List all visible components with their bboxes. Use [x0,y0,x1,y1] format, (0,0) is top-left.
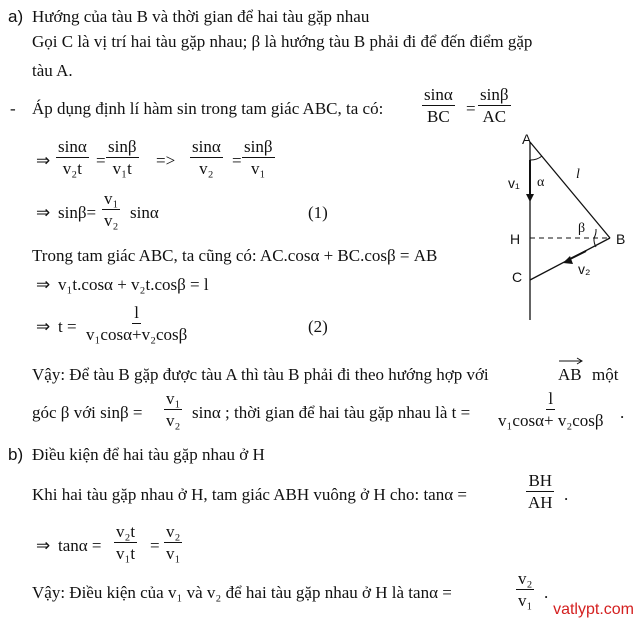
cos-step-arrow: ⇒ [36,275,51,294]
label-v2: v₂ [578,261,591,277]
conclusion-a-time-frac: $\frac{l}{\text{v₁cosα+ v₂cosβ}}$ [498,389,604,430]
part-b-conclusion-end: . [544,583,549,602]
part-a-label: a) [8,7,24,26]
time-arrow: ⇒ [36,317,51,336]
part-b-conclusion: Vậy: Điều kiện của v₁ và v₂ để hai tàu gặp nhau ở H là tanα = [32,583,452,602]
intro-line-2: tàu A. [32,61,73,80]
step1-frac-3: $\frac{\sin\alpha}{\text{v₂}}$ [192,137,221,178]
conclusion-a-mot: một [592,365,619,384]
step1-eq: = [96,151,106,170]
part-b-step-arrow: ⇒ [36,536,51,555]
conclusion-a-line-1: Vậy: Để tàu B gặp được tàu A thì tàu B phải đi theo hướng hợp với [32,365,489,384]
tan-end: . [564,485,569,504]
label-c: C [512,269,523,285]
conclusion-a-line-2: góc β với sinβ = [32,403,143,422]
step2-lhs: sinβ= [58,203,97,222]
label-beta: β [578,221,586,236]
label-l: l [576,167,580,182]
step2-rhs: sinα [130,203,159,222]
sine-rule-text: Áp dụng định lí hàm sin trong tam giác ABC, ta có: [32,99,384,118]
step2-arrow: ⇒ [36,203,51,222]
part-b-heading: Điều kiện để hai tàu gặp nhau ở H [32,445,265,464]
triangle-figure [490,120,630,320]
step1-frac-2: $\frac{\sin\beta}{\text{v₁t}}$ [108,137,137,178]
watermark: vatlypt.com [553,601,634,618]
sine-rule-left: $\frac{\sin\alpha}{BC}$ [424,85,453,126]
tan-frac: $\frac{BH}{AH}$ [528,471,553,512]
sine-rule-eq: = [466,99,476,118]
eq-number-2: (2) [308,317,328,336]
label-v1: v₁ [508,175,520,191]
angle-beta-arc [594,229,596,238]
conclusion-a-line-2b: sinα ; thời gian để hai tàu gặp nhau là t = [192,403,471,422]
step1-eq-2: = [232,151,242,170]
step1-frac-4: $\frac{\sin\beta}{\text{v₁}}$ [244,137,273,178]
conclusion-a-frac: $\frac{\text{v₁}}{\text{v₂}}$ [166,389,181,430]
label-alpha: α [537,175,545,190]
conclusion-a-end: . [620,403,625,422]
sine-rule-right: $\frac{\sin\beta}{AC}$ [480,85,509,126]
part-b-conclusion-frac: $\frac{\text{v₂}}{\text{v₁}}$ [518,569,533,610]
eq-number-1: (1) [308,203,328,222]
bullet: - [10,99,16,118]
part-b-label: b) [8,445,24,464]
vector-arrow-icon [558,357,584,365]
part-a-heading: Hướng của tàu B và thời gian để hai tàu gặp nhau [32,7,370,26]
cos-step-expr: v₁t.cosα + v₂t.cosβ = l [58,275,209,294]
label-b: B [616,231,626,247]
label-a: A [522,131,532,147]
step2-frac: $\frac{\text{v₁}}{\text{v₂}}$ [104,189,119,230]
part-b-text: Khi hai tàu gặp nhau ở H, tam giác ABH vuông ở H cho: tanα = [32,485,467,504]
intro-line-1: Gọi C là vị trí hai tàu gặp nhau; β là hướng tàu B phải đi để đến điểm gặp [32,32,533,51]
step1-arrow-2: => [156,151,176,170]
step1-arrow: ⇒ [36,151,51,170]
step1-frac-1: $\frac{\sin\alpha}{\text{v₂t}}$ [58,137,87,178]
time-lhs: t = [58,317,77,336]
v1-arrow-icon [526,194,534,202]
part-b-frac-2: $\frac{\text{v₂}}{\text{v₁}}$ [166,522,181,563]
vector-ab: AB [558,366,582,383]
cos-relation-text: Trong tam giác ABC, ta cũng có: AC.cosα + BC.cosβ = AB [32,246,438,265]
time-frac: $\frac{l}{\text{v₁cosα+v₂cosβ}}$ [86,303,188,344]
part-b-step-lhs: tanα = [58,536,102,555]
label-h: H [510,231,521,247]
angle-alpha-arc [530,156,542,160]
part-b-step-eq: = [150,536,160,555]
part-b-frac-1: $\frac{\text{v₂t}}{\text{v₁t}}$ [116,522,136,563]
